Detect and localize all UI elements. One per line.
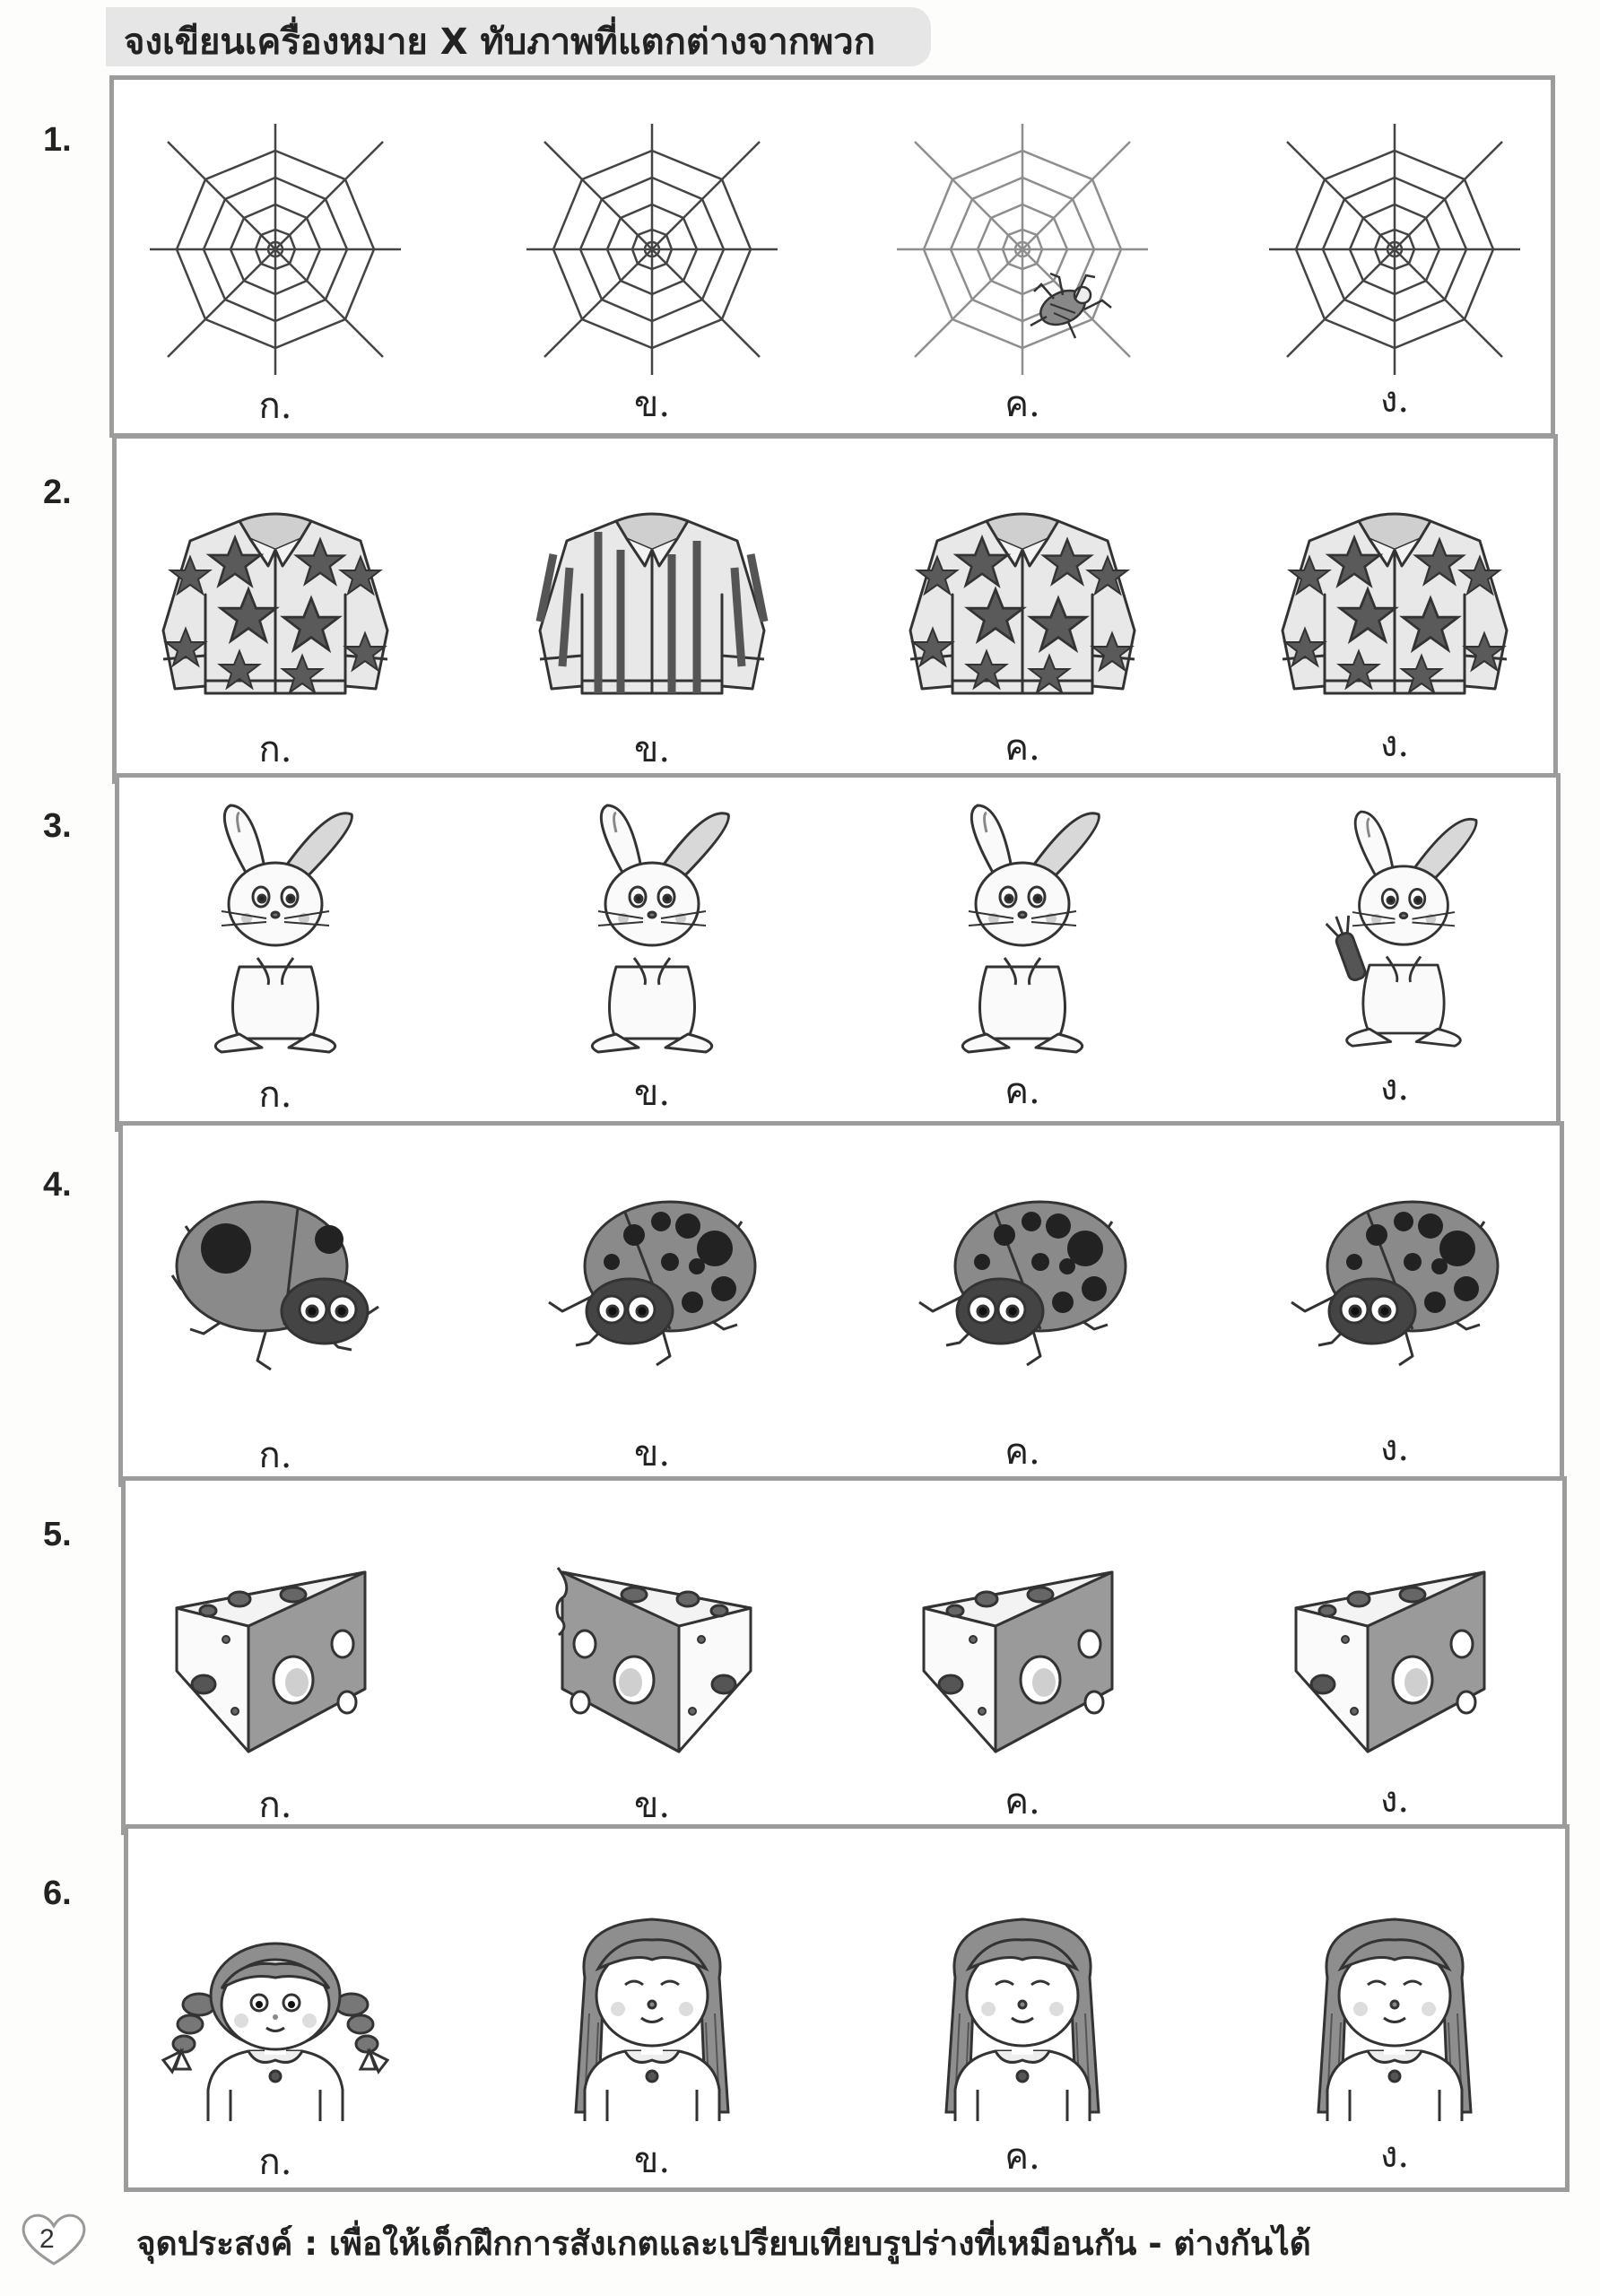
choice-label: ค. bbox=[1004, 1071, 1040, 1112]
girl-braids-icon bbox=[141, 1883, 410, 2126]
choice-label: ก. bbox=[258, 1074, 292, 1116]
question-number-5: 5. bbox=[43, 1516, 72, 1553]
choice-4-a[interactable] bbox=[127, 1168, 423, 1476]
choice-label: ง. bbox=[1379, 1067, 1410, 1109]
choice-label: ง. bbox=[1379, 379, 1410, 421]
bitten-cheese-icon bbox=[517, 1541, 787, 1774]
choice-1-d[interactable] bbox=[1247, 115, 1543, 421]
choice-label: ก. bbox=[258, 729, 292, 770]
choice-6-c[interactable] bbox=[874, 1883, 1170, 2178]
choice-label: ง. bbox=[1379, 1428, 1410, 1469]
girl-long-hair-icon bbox=[517, 1883, 787, 2126]
choice-2-a[interactable] bbox=[127, 480, 423, 770]
instruction-title: จงเขียนเครื่องหมาย X ทับภาพที่แตกต่างจากพวก bbox=[124, 22, 875, 63]
choice-label: ข. bbox=[633, 1433, 671, 1474]
choice-6-a[interactable] bbox=[127, 1883, 423, 2183]
choice-6-d[interactable] bbox=[1247, 1883, 1543, 2176]
spider-web-with-spider-icon bbox=[888, 115, 1157, 375]
girl-long-hair-icon bbox=[1260, 1883, 1529, 2126]
choice-1-b[interactable] bbox=[504, 115, 800, 425]
choice-3-a[interactable] bbox=[127, 796, 423, 1116]
ladybug-icon bbox=[517, 1168, 787, 1401]
choice-5-b[interactable] bbox=[504, 1541, 800, 1826]
spider-web-icon bbox=[1260, 115, 1529, 375]
choice-label: ก. bbox=[258, 1785, 292, 1826]
girl-long-hair-icon bbox=[888, 1883, 1157, 2126]
choice-1-c[interactable] bbox=[874, 115, 1170, 425]
question-number-6: 6. bbox=[43, 1874, 72, 1912]
choice-6-b[interactable] bbox=[504, 1883, 800, 2181]
star-shirt-icon bbox=[888, 480, 1157, 722]
rabbit-icon bbox=[517, 796, 787, 1057]
rabbit-with-carrot-icon bbox=[1260, 796, 1529, 1057]
choice-label: ข. bbox=[633, 2140, 671, 2181]
choice-label: ค. bbox=[1004, 727, 1040, 769]
choice-4-d[interactable] bbox=[1247, 1168, 1543, 1469]
star-shirt-icon bbox=[141, 480, 410, 722]
choice-label: ง. bbox=[1379, 2135, 1410, 2176]
striped-shirt-icon bbox=[517, 480, 787, 722]
spider-web-icon bbox=[141, 115, 410, 375]
choice-label: ก. bbox=[258, 2142, 292, 2183]
rabbit-icon bbox=[888, 796, 1157, 1057]
choice-label: ข. bbox=[633, 384, 671, 425]
ladybug-icon bbox=[1260, 1168, 1529, 1401]
cheese-icon bbox=[1260, 1541, 1529, 1774]
choice-2-d[interactable] bbox=[1247, 480, 1543, 765]
choice-2-b[interactable] bbox=[504, 480, 800, 770]
choice-4-c[interactable] bbox=[874, 1168, 1170, 1473]
choice-5-c[interactable] bbox=[874, 1541, 1170, 1822]
question-number-1: 1. bbox=[43, 121, 72, 159]
choice-4-b[interactable] bbox=[504, 1168, 800, 1474]
question-number-2: 2. bbox=[43, 474, 72, 511]
choice-label: ข. bbox=[633, 729, 671, 770]
question-number-4: 4. bbox=[43, 1166, 72, 1204]
choice-label: ก. bbox=[258, 386, 292, 427]
choice-label: ค. bbox=[1004, 1781, 1040, 1822]
ladybug-few-spots-icon bbox=[141, 1168, 410, 1401]
choice-label: ง. bbox=[1379, 1779, 1410, 1821]
objective-text: จุดประสงค์ : เพื่อให้เด็กฝึกการสังเกตและเปรียบเทียบรูปร่างที่เหมือนกัน - ต่างกันได้ bbox=[136, 2224, 1311, 2263]
choice-2-c[interactable] bbox=[874, 480, 1170, 769]
question-number-3: 3. bbox=[43, 807, 72, 845]
choice-label: ข. bbox=[633, 1785, 671, 1826]
choice-5-a[interactable] bbox=[127, 1541, 423, 1826]
rabbit-icon bbox=[141, 796, 410, 1057]
choice-label: ค. bbox=[1004, 384, 1040, 425]
choice-label: ก. bbox=[258, 1435, 292, 1476]
choice-label: ค. bbox=[1004, 1431, 1040, 1473]
cheese-icon bbox=[888, 1541, 1157, 1774]
cheese-icon bbox=[141, 1541, 410, 1774]
choice-label: ค. bbox=[1004, 2136, 1040, 2178]
star-shirt-icon bbox=[1260, 480, 1529, 722]
choice-1-a[interactable] bbox=[127, 115, 423, 427]
choice-5-d[interactable] bbox=[1247, 1541, 1543, 1821]
choice-label: ข. bbox=[633, 1073, 671, 1114]
page-number: 2 bbox=[39, 2224, 55, 2254]
choice-label: ง. bbox=[1379, 724, 1410, 765]
ladybug-icon bbox=[888, 1168, 1157, 1401]
choice-3-b[interactable] bbox=[504, 796, 800, 1114]
spider-web-icon bbox=[517, 115, 787, 375]
choice-3-d[interactable] bbox=[1247, 796, 1543, 1109]
choice-3-c[interactable] bbox=[874, 796, 1170, 1112]
